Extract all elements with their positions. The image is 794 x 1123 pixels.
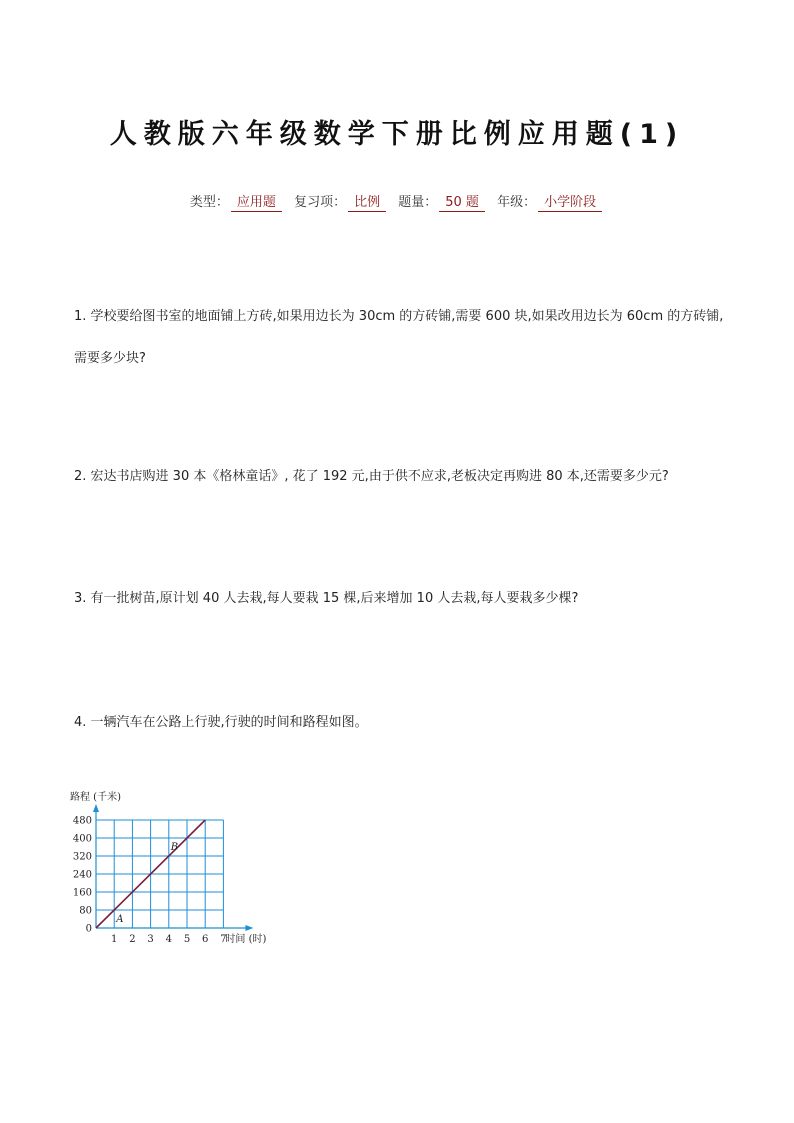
y-tick-label: 160 bbox=[72, 887, 92, 899]
x-axis-arrow bbox=[245, 925, 253, 931]
x-tick-label: 3 bbox=[147, 934, 154, 945]
y-axis-arrow bbox=[93, 804, 99, 812]
count-label: 题量： bbox=[398, 195, 438, 210]
type-label: 类型： bbox=[189, 195, 229, 210]
question-3: 3. 有一批树苗,原计划 40 人去栽,每人要栽 15 棵,后来增加 10 人去栽,每人要栽多少棵? bbox=[74, 591, 579, 606]
distance-time-chart bbox=[60, 784, 300, 954]
y-tick-label: 240 bbox=[72, 869, 92, 881]
meta-line bbox=[0, 191, 794, 212]
x-tick-label: 6 bbox=[202, 934, 209, 945]
page-title: 人教版六年级数学下册比例应用题(1) bbox=[109, 119, 685, 150]
type-value: 应用题 bbox=[231, 195, 282, 212]
origin-label: 0 bbox=[85, 923, 92, 935]
question-2: 2. 宏达书店购进 30 本《格林童话》, 花了 192 元,由于供不应求,老板决定再购进 80 本,还需要多少元? bbox=[74, 469, 669, 484]
x-tick-label: 2 bbox=[129, 934, 136, 945]
x-axis-label: 时间 (时) bbox=[225, 934, 267, 945]
y-tick-label: 480 bbox=[72, 815, 92, 827]
grade-value: 小学阶段 bbox=[538, 195, 602, 212]
grade-label: 年级： bbox=[497, 195, 537, 210]
x-tick-label: 5 bbox=[183, 934, 191, 945]
review-label: 复习项： bbox=[294, 195, 347, 210]
point-label-a: A bbox=[116, 914, 124, 925]
question-4: 4. 一辆汽车在公路上行驶,行驶的时间和路程如图。 bbox=[74, 715, 368, 730]
y-tick-label: 80 bbox=[79, 905, 92, 917]
count-value: 50 题 bbox=[439, 195, 485, 212]
y-axis-label: 路程 (千米) bbox=[70, 792, 121, 803]
point-label-b: B bbox=[170, 842, 179, 853]
x-tick-label: 4 bbox=[165, 934, 172, 945]
x-tick-label: 7 bbox=[220, 934, 227, 945]
review-value: 比例 bbox=[348, 195, 386, 212]
y-tick-label: 400 bbox=[72, 833, 92, 845]
y-tick-label: 320 bbox=[72, 851, 92, 863]
question-1: 1. 学校要给图书室的地面铺上方砖,如果用边长为 30cm 的方砖铺,需要 600 块,如果改用边长为 60cm 的方砖铺,需要多少块? bbox=[74, 309, 724, 366]
x-tick-label: 1 bbox=[111, 934, 118, 945]
